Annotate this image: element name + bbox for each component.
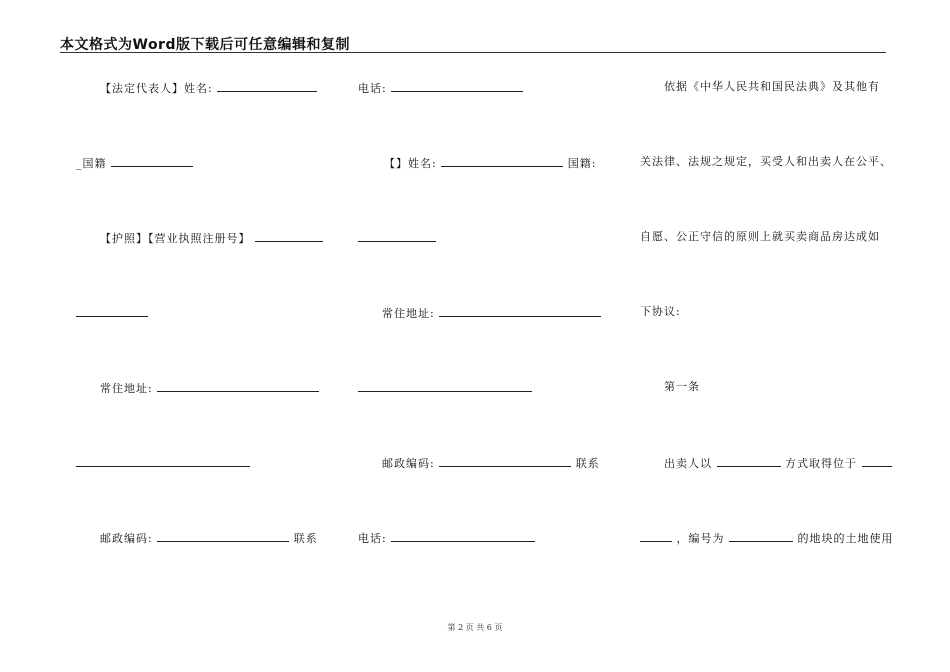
buyer-address-blank [439, 305, 601, 317]
passport-license-label: 【护照】【营业执照注册号】 [100, 232, 251, 245]
land-location-blank [862, 455, 892, 467]
agreement-intro-line-3 [640, 230, 880, 244]
agreement-intro-line-2 [640, 155, 892, 169]
seller-phone-line [358, 80, 523, 96]
agreement-intro-text-4: 下协议: [640, 305, 681, 318]
buyer-address-continued-line [358, 380, 532, 396]
passport-license-continued-line [76, 305, 148, 321]
buyer-postcode-label: 邮政编码: [382, 457, 435, 470]
buyer-nationality-label: 国籍: [567, 157, 597, 170]
buyer-address-line [382, 305, 601, 321]
buyer-phone-line [358, 530, 535, 546]
land-acquisition-line [664, 455, 892, 471]
land-acquisition-label-a: 出卖人以 [664, 457, 712, 470]
seller-address-label: 常住地址: [100, 382, 153, 395]
land-number-label-a: ，编号为 [676, 532, 725, 545]
land-number-line [640, 530, 894, 546]
legal-rep-name-line [100, 80, 317, 96]
buyer-name-label: 【】姓名: [384, 157, 437, 170]
buyer-name-nationality-line [384, 155, 596, 171]
agreement-intro-text-3: 自愿、公正守信的原则上就买卖商品房达成如 [640, 230, 880, 243]
passport-license-continued-blank [76, 305, 148, 317]
acquisition-method-blank [717, 455, 781, 467]
seller-address-continued-blank [76, 455, 250, 467]
article-one-heading [664, 380, 700, 394]
agreement-intro-line-1 [664, 80, 880, 94]
seller-postcode-blank [157, 530, 289, 542]
buyer-contact-label: 联系 [575, 457, 600, 470]
legal-rep-name-blank [217, 80, 317, 92]
seller-phone-blank [391, 80, 523, 92]
seller-postcode-label: 邮政编码: [100, 532, 153, 545]
land-number-label-b: 的地块的土地使用 [797, 532, 894, 545]
agreement-intro-text-1: 依据《中华人民共和国民法典》及其他有 [664, 80, 880, 93]
land-acquisition-label-b: 方式取得位于 [785, 457, 857, 470]
nationality-line [76, 155, 193, 171]
page-number-footer: 第 2 页 共 6 页 [447, 623, 503, 632]
seller-contact-label: 联系 [293, 532, 318, 545]
header-divider [60, 52, 886, 53]
buyer-phone-label: 电话: [358, 532, 387, 545]
seller-address-continued-line [76, 455, 250, 471]
buyer-phone-blank [391, 530, 535, 542]
seller-address-blank [157, 380, 319, 392]
buyer-postcode-line [382, 455, 600, 471]
passport-license-blank [255, 230, 323, 242]
buyer-address-label: 常住地址: [382, 307, 435, 320]
land-location-continued-blank [640, 530, 672, 542]
document-header-title: 本文格式为Word版下载后可任意编辑和复制 [60, 37, 350, 53]
seller-postcode-line [100, 530, 318, 546]
buyer-postcode-blank [439, 455, 571, 467]
seller-address-line [100, 380, 319, 396]
nationality-blank [111, 155, 193, 167]
buyer-id-continued-blank [358, 230, 436, 242]
nationality-label: _国籍 [76, 157, 107, 170]
land-number-blank [729, 530, 793, 542]
buyer-id-continued-line [358, 230, 436, 246]
passport-license-line [100, 230, 323, 246]
agreement-intro-text-2: 关法律、法规之规定，买受人和出卖人在公平、 [640, 155, 892, 168]
agreement-intro-line-4 [640, 305, 681, 319]
legal-rep-name-label: 【法定代表人】姓名: [100, 82, 213, 95]
seller-phone-label: 电话: [358, 82, 387, 95]
buyer-name-blank [441, 155, 563, 167]
article-one-title: 第一条 [664, 380, 700, 393]
buyer-address-continued-blank [358, 380, 532, 392]
